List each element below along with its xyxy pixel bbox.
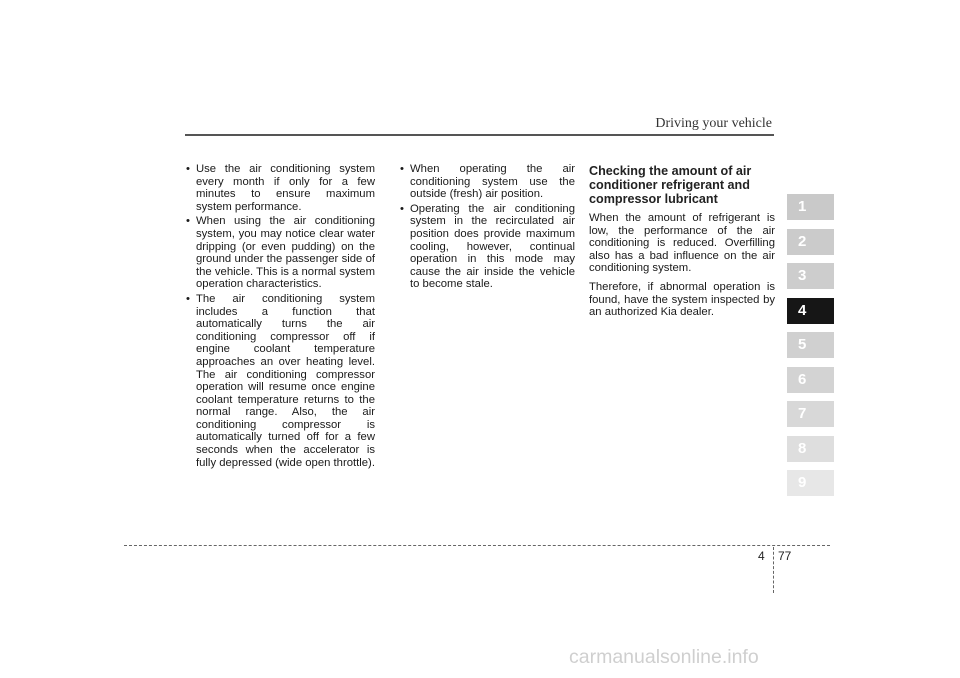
chapter-tab-2[interactable]: 2 bbox=[787, 229, 834, 255]
bullet-list bbox=[399, 163, 575, 291]
section-heading: Checking the amount of air conditioner refrigerant and compressor lubricant bbox=[589, 164, 752, 206]
footer-rule bbox=[124, 545, 830, 546]
list-item: • Operating the air conditioning system in the recirculated air position does provide maximum cooling, however, continual operation in this mode may cause the air inside the vehicle to become stale. bbox=[399, 203, 575, 291]
bullet-list bbox=[185, 163, 375, 469]
chapter-tab-3[interactable]: 3 bbox=[787, 263, 834, 289]
paragraph: When the amount of refrigerant is low, the performance of the air conditioning is reduced. Overfilling also has a bad influence on the air conditioning system. bbox=[589, 212, 775, 275]
chapter-tab-7[interactable]: 7 bbox=[787, 401, 834, 427]
page-number: 77 bbox=[778, 549, 792, 563]
list-item: • When operating the air conditioning system use the outside (fresh) air position. bbox=[399, 163, 575, 201]
watermark[interactable]: carmanualsonline.info bbox=[569, 646, 759, 668]
list-item: • The air conditioning system includes a function that automatically turns the air conditioning compressor off if engine coolant temperature approaches an over heating level. The air conditioning compressor operation will resume once engine coolant temperature returns to the normal range. Also, the air conditioning compressor is automatically turned off for a few seconds when the accelerator is fully depressed (wide open throttle). bbox=[185, 293, 375, 469]
list-item: • When using the air conditioning system, you may notice clear water dripping (or even pudding) on the ground under the passenger side of the vehicle. This is a normal system operation characteristics. bbox=[185, 215, 375, 291]
column-2 bbox=[399, 163, 575, 293]
page-chapter-number: 4 bbox=[758, 549, 765, 563]
column-1 bbox=[185, 163, 375, 471]
paragraph: Therefore, if abnormal operation is found, have the system inspected by an authorized Kia dealer. bbox=[589, 280, 775, 319]
header-title: Driving your vehicle bbox=[655, 116, 772, 131]
footer-vertical-rule bbox=[773, 547, 774, 593]
chapter-nav bbox=[787, 194, 834, 505]
list-item: • Use the air conditioning system every month if only for a few minutes to ensure maximum system performance. bbox=[185, 163, 375, 213]
header-rule bbox=[185, 134, 774, 136]
chapter-tab-5[interactable]: 5 bbox=[787, 332, 834, 358]
chapter-tab-8[interactable]: 8 bbox=[787, 436, 834, 462]
chapter-tab-1[interactable]: 1 bbox=[787, 194, 834, 220]
chapter-tab-4[interactable]: 4 bbox=[787, 298, 834, 324]
chapter-tab-6[interactable]: 6 bbox=[787, 367, 834, 393]
chapter-tab-9[interactable]: 9 bbox=[787, 470, 834, 496]
column-3 bbox=[589, 163, 775, 325]
